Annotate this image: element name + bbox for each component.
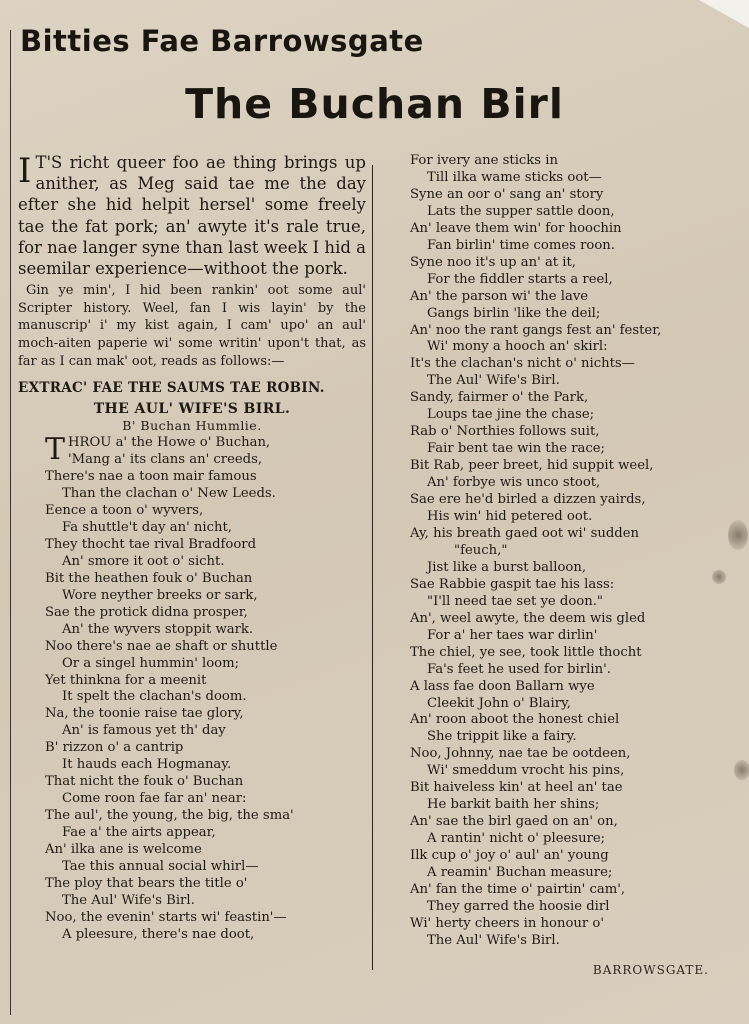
intro-paragraph-text: T'S richt queer foo ae thing brings up anither, as Meg said tae me the day efter she hid helpit hersel' some freely tae the fat pork; an' awyte it's rale true, for nae langer syne than last week I hid a seemilar experience—withoot the pork. (18, 153, 366, 279)
verse-line: Yet thinkna for a meenit (45, 672, 207, 688)
verse-line: Come roon fae far an' near: (62, 791, 247, 807)
verse-line: HROU a' the Howe o' Buchan, (68, 435, 271, 451)
verse-line: An', weel awyte, the deem wis gled (410, 610, 646, 626)
verse-line: Na, the toonie raise tae glory, (45, 706, 244, 722)
verse-line: The chiel, ye see, took little thocht (410, 644, 642, 660)
verse-line: The ploy that bears the title o' (45, 875, 248, 891)
verse-line: Gangs birlin 'like the deil; (427, 305, 601, 321)
verse-line: A pleesure, there's nae doot, (62, 926, 255, 942)
ink-stain (728, 520, 748, 550)
verse-line: B' rizzon o' a cantrip (45, 740, 184, 756)
article-title: The Buchan Birl (185, 80, 564, 128)
verse-line: Wi' herty cheers in honour o' (410, 915, 604, 931)
verse-line: Ay, his breath gaed oot wi' sudden (410, 525, 640, 541)
left-column (18, 152, 366, 944)
verse-line: Sae Rabbie gaspit tae his lass: (410, 576, 615, 592)
left-column-rule (10, 30, 11, 1015)
intro-dropcap: I (18, 151, 32, 191)
verse-line: The Aul' Wife's Birl. (427, 373, 560, 389)
poem-left-verse (18, 432, 366, 944)
verse-line: A lass fae doon Ballarn wye (410, 678, 595, 694)
extract-heading: EXTRAC' FAE THE SAUMS TAE ROBIN. (18, 380, 325, 397)
verse-line: Lats the supper sattle doon, (427, 203, 615, 219)
verse-line: 'Mang a' its clans an' creeds, (68, 452, 263, 468)
verse-line: Rab o' Northies follows suit, (410, 424, 600, 440)
verse-line: They thocht tae rival Bradfoord (45, 536, 257, 552)
verse-line: Fae a' the airts appear, (62, 825, 216, 841)
verse-line: Than the clachan o' New Leeds. (62, 486, 276, 502)
verse-line: Wore neyther breeks or sark, (62, 587, 258, 603)
verse-line: It spelt the clachan's doom. (62, 689, 247, 705)
verse-line: An' the wyvers stoppit wark. (62, 621, 254, 637)
poem-right-verse (410, 153, 740, 950)
verse-line: The Aul' Wife's Birl. (427, 932, 560, 948)
verse-line: Fa's feet he used for birlin'. (427, 661, 611, 677)
verse-line: It's the clachan's nicht o' nichts— (410, 356, 635, 372)
verse-line: An' ilka ane is welcome (45, 842, 202, 858)
verse-line: Cleekit John o' Blairy, (427, 695, 571, 711)
verse-line: Wi' mony a hooch an' skirl: (427, 339, 608, 355)
verse-line: "feuch," (454, 542, 508, 558)
verse-line: Eence a toon o' wyvers, (45, 503, 204, 518)
verse-line: Wi' smeddum vrocht his pins, (427, 763, 625, 779)
verse-line: An' sae the birl gaed on an' on, (410, 814, 618, 830)
verse-line: Sae the protick didna prosper, (45, 604, 248, 620)
right-column (410, 153, 740, 950)
verse-line: His win' hid petered oot. (427, 509, 593, 525)
verse-line: An' leave them win' for hoochin (410, 220, 622, 236)
verse-line: It hauds each Hogmanay. (62, 757, 232, 773)
verse-line: Fa shuttle't day an' nicht, (62, 519, 233, 535)
verse-line: Fair bent tae win the race; (427, 441, 605, 457)
verse-line: That nicht the fouk o' Buchan (45, 774, 244, 790)
verse-line: Fan birlin' time comes roon. (427, 237, 615, 253)
poem-dropcap: T (45, 432, 66, 468)
verse-line: Bit Rab, peer breet, hid suppit weel, (410, 458, 654, 474)
verse-line: They garred the hoosie dirl (427, 898, 610, 914)
verse-line: Jist like a burst balloon, (427, 559, 587, 575)
verse-line: Tae this annual social whirl— (62, 859, 259, 875)
verse-line: The Aul' Wife's Birl. (62, 892, 195, 908)
poem-author: B' Buchan Hummlie. (122, 418, 262, 434)
verse-line: Or a singel hummin' loom; (62, 655, 240, 671)
intro-paragraph (18, 152, 366, 279)
verse-line: "I'll need tae set ye doon." (427, 593, 604, 609)
verse-line: Sae ere he'd birled a dizzen yairds, (410, 492, 646, 508)
verse-line: An' forbye wis unco stoot, (427, 475, 601, 491)
verse-line: He barkit baith her shins; (427, 797, 600, 813)
verse-line: An' smore it oot o' sicht. (62, 553, 225, 569)
verse-line: A reamin' Buchan measure; (427, 865, 613, 881)
verse-line: Sandy, fairmer o' the Park, (410, 390, 589, 406)
author-signature: BARROWSGATE. (592, 963, 709, 977)
verse-line: Ilk cup o' joy o' aul' an' young (410, 848, 609, 864)
ink-stain (734, 760, 749, 780)
verse-line: An' is famous yet th' day (62, 723, 226, 739)
verse-line: A rantin' nicht o' pleesure; (427, 831, 606, 847)
verse-line: She trippit like a fairy. (427, 729, 577, 745)
verse-line: Noo there's nae ae shaft or shuttle (45, 638, 278, 654)
verse-line: For the fiddler starts a reel, (427, 271, 613, 287)
verse-line: Loups tae jine the chase; (427, 407, 595, 423)
verse-line: For ivery ane sticks in (410, 153, 558, 168)
verse-line: Bit the heathen fouk o' Buchan (45, 570, 253, 586)
torn-corner (699, 0, 749, 28)
verse-line: There's nae a toon mair famous (45, 469, 257, 485)
verse-line: Bit haiveless kin' at heel an' tae (410, 780, 623, 796)
verse-line: An' fan the time o' pairtin' cam', (410, 881, 626, 897)
ink-stain (712, 570, 726, 584)
verse-line: Till ilka wame sticks oot— (427, 169, 602, 185)
verse-line: Syne noo it's up an' at it, (410, 254, 577, 270)
verse-line: An' roon aboot the honest chiel (410, 712, 620, 728)
verse-line: Noo, the evenin' starts wi' feastin'— (45, 909, 287, 925)
column-divider (372, 165, 373, 970)
poem-title: THE AUL' WIFE'S BIRL. (93, 401, 291, 418)
second-paragraph: Gin ye min', I hid been rankin' oot some aul' Scripter history. Weel, fan I wis layin' by the manuscrip' i' my kist again, I cam' upo' an aul' moch-aiten paperie wi' some writin' upon't that, as far as I can mak' oot, reads as follows:— (18, 283, 366, 369)
verse-line: An' the parson wi' the lave (410, 288, 589, 304)
verse-line: Noo, Johnny, nae tae be ootdeen, (410, 746, 631, 762)
verse-line: The aul', the young, the big, the sma' (45, 808, 294, 824)
verse-line: Syne an oor o' sang an' story (410, 186, 604, 202)
section-heading: Bitties Fae Barrowsgate (20, 24, 424, 58)
verse-line: An' noo the rant gangs fest an' fester, (410, 322, 662, 338)
verse-line: For a' her taes war dirlin' (427, 627, 598, 643)
